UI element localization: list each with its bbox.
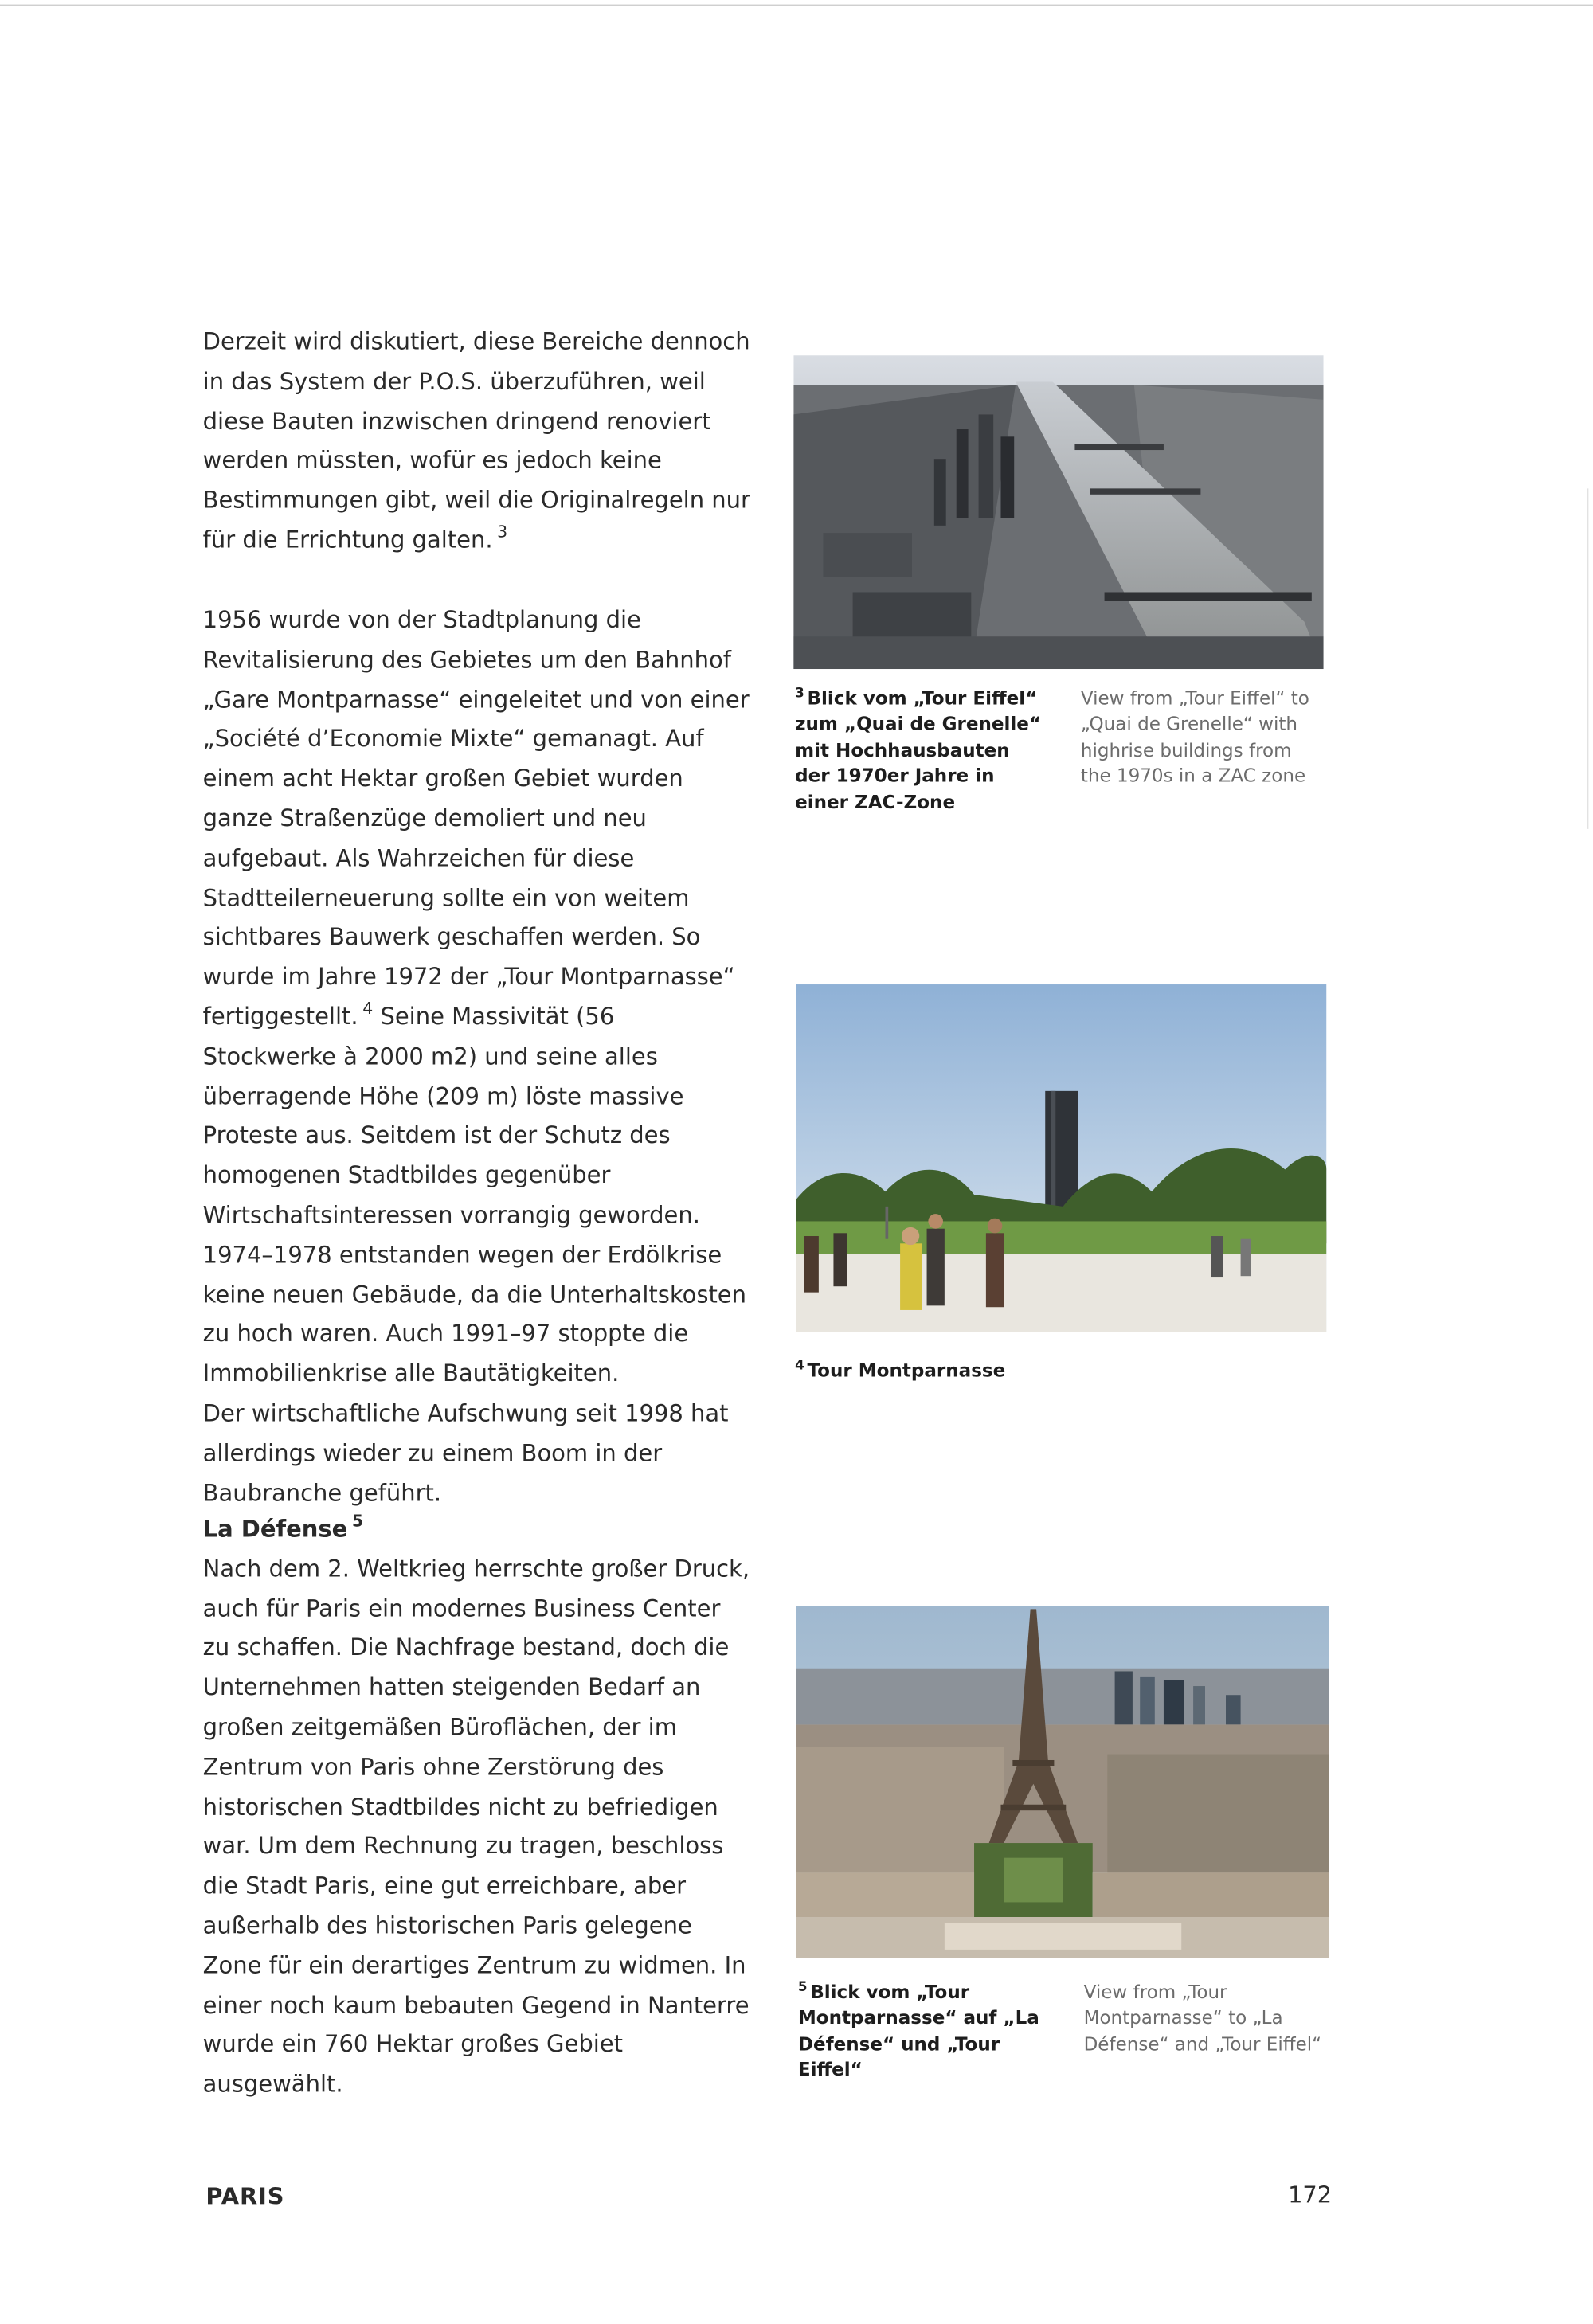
paragraph-2: 1956 wurde von der Stadtplanung die Revitalisierung des Gebietes um den Bahnhof „Gare Montparnasse“ eingeleitet und von einer „Société d’Economie Mixte“ gemanagt. Auf einem acht Hektar großen Gebiet wurden ganze Straßenzüge demoliert und neu aufgebaut. Als Wahrzeichen für diese Stadtteilerneuerung sollte ein von weitem sichtbares Bauwerk geschaffen werden. So wurde im Jahre 1972 der „Tour Montparnasse“ fertiggestellt. $^4$ Seine Massivität (56 Stockwerke à 2000 m2) und seine alles überragende Höhe (209 m) löste massive Proteste aus. Seitdem ist der Schutz des homogenen Stadtbildes gegenüber Wirtschaftsinteressen vorrangig geworden. 1974–1978 entstanden wegen der Erdölkrise keine neuen Gebäude, da die Unterhaltskosten zu hoch waren. Auch 1991–97 stoppte die Immobilienkrise alle Bautätigkeiten. [202,607,750,1387]
page-number: 172 [1288,2181,1333,2209]
figure-4-number: 4 [795,1359,804,1374]
paragraph-1-block [203,323,753,561]
top-rule [0,5,1593,6]
figure-4-caption-de: $^4$ Tour Montparnasse [795,1359,1006,1382]
paragraph-3: Der wirtschaftliche Aufschwung seit 1998 hat allerdings wieder zu einem Boom in der Baubranche geführt. [202,1400,729,1507]
figure-4-photo [796,984,1326,1332]
section-la-defense [203,1510,753,2105]
figure-3-caption-de: $^3$ Blick vom „Tour Eiffel“ zum „Quai de Grenelle“ mit Hochhausbauten der 1970er Jahre in einer ZAC-Zone [795,687,1042,812]
paragraph-1: Derzeit wird diskutiert, diese Bereiche dennoch in das System der P.O.S. überzuführen, weil diese Bauten inzwischen dringend renoviert werden müssten, wofür es jedoch keine Bestimmungen gibt, weil die Originalregeln nur für die Errichtung galten. $^3$ [202,328,750,554]
footnote-ref-5: 5 [351,1511,364,1531]
figure-5-caption-en: View from „Tour Montparnasse“ to „La Défense“ and „Tour Eiffel“ [1083,1980,1322,2055]
figure-3-number: 3 [795,687,804,702]
edge-shadow [1587,488,1589,829]
footnote-ref-3: 3 [497,522,508,542]
footer-section-title: PARIS [205,2183,285,2211]
paragraph-4: Nach dem 2. Weltkrieg herrschte großer Druck, auch für Paris ein modernes Business Center zu schaffen. Die Nachfrage bestand, doch die Unternehmen hatten steigenden Bedarf an großen zeitgemäßen Büroflächen, der im Zentrum von Paris ohne Zerstörung des historischen Stadtbildes nicht zu befriedigen war. Um dem Rechnung zu tragen, beschloss die Stadt Paris, eine gut erreichbare, aber außerhalb des historischen Paris gelegene Zone für ein derartiges Zentrum zu widmen. In einer noch kaum bebauten Gegend in Nanterre wurde ein 760 Hektar großes Gebiet ausgewählt. [202,1555,750,2099]
paragraph-2-block [203,601,753,1514]
figure-5-number: 5 [797,1980,808,1996]
figure-3-caption-en: View from „Tour Eiffel“ to „Quai de Grenelle“ with highrise buildings from the 1970s in a ZAC zone [1080,687,1309,787]
figure-3-photo [793,355,1323,669]
footnote-ref-4: 4 [362,999,374,1019]
figure-5-caption-de: $^5$ Blick vom „Tour Montparnasse“ auf „La Défense“ und „Tour Eiffel“ [797,1980,1039,2080]
figure-5-photo [796,1606,1329,1958]
section-heading: La Défense $^5$ [202,1511,364,1543]
